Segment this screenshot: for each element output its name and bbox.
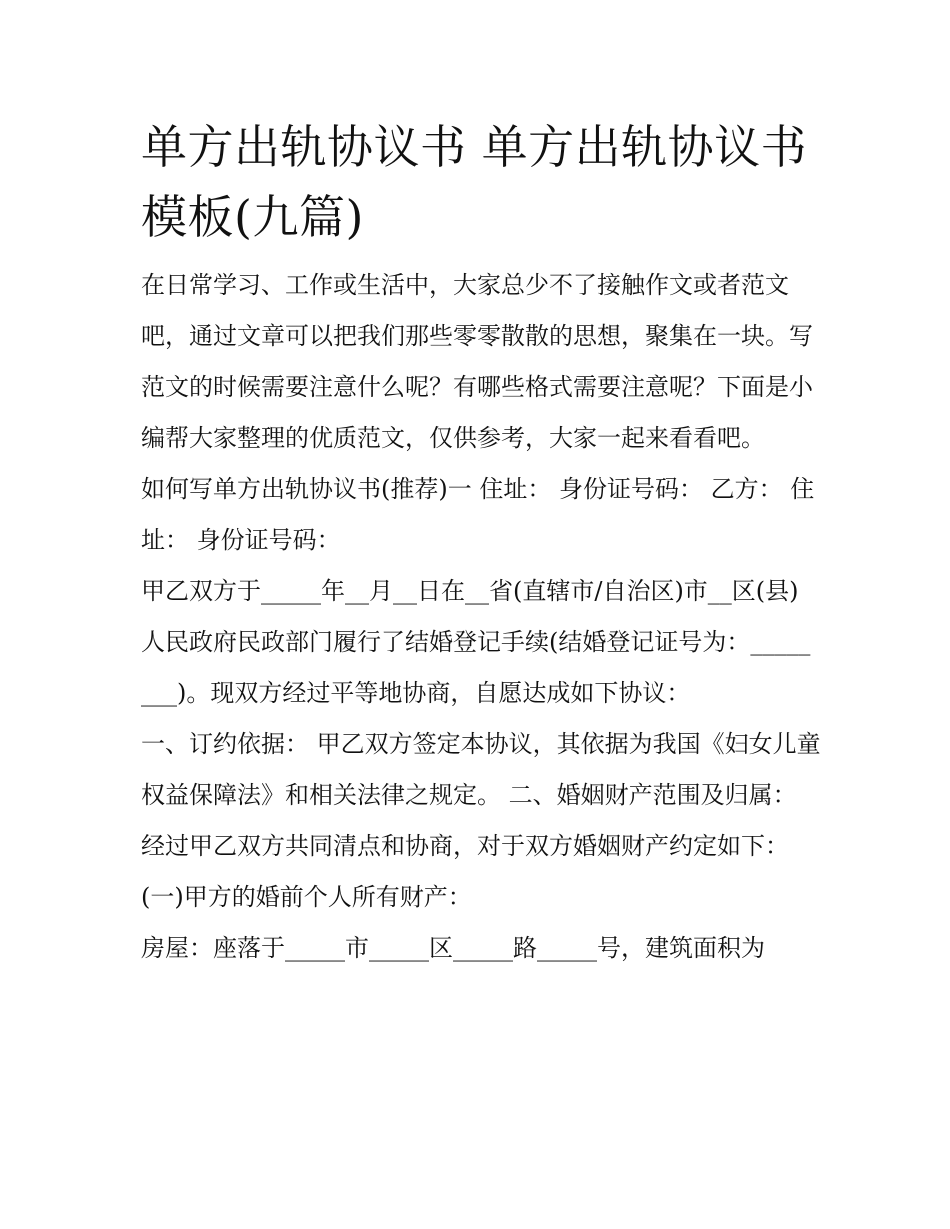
agreement-basis-paragraph: 一、订约依据： 甲乙双方签定本协议，其依据为我国《妇女儿童权益保障法》和相关法律之规定。 二、婚姻财产范围及归属： — [141, 730, 821, 809]
house-property-paragraph: 房屋：座落于_____市_____区_____路_____号，建筑面积为 — [141, 934, 765, 962]
marriage-registration-paragraph: 甲乙双方于_____年__月__日在__省(直辖市/自治区)市__区(县)人民政府民政部门履行了结婚登记手续(结婚登记证号为：________)。现双方经过平等地协商，自愿达成如下协议： — [141, 577, 811, 707]
document-content — [141, 112, 821, 974]
premarital-property-heading: (一)甲方的婚前个人所有财产： — [141, 883, 472, 911]
party-info-paragraph: 如何写单方出轨协议书(推荐)一 住址： 身份证号码： 乙方： 住址： 身份证号码： — [141, 475, 815, 554]
intro-paragraph: 在日常学习、工作或生活中，大家总少不了接触作文或者范文吧，通过文章可以把我们那些零零散散的思想，聚集在一块。写范文的时候需要注意什么呢？有哪些格式需要注意呢？下面是小编帮大家整理的优质范文，仅供参考，大家一起来看看吧。 — [141, 271, 813, 452]
property-agreement-paragraph: 经过甲乙双方共同清点和协商，对于双方婚姻财产约定如下： — [141, 832, 789, 860]
document-title: 单方出轨协议书 单方出轨协议书模板(九篇) — [141, 120, 808, 244]
